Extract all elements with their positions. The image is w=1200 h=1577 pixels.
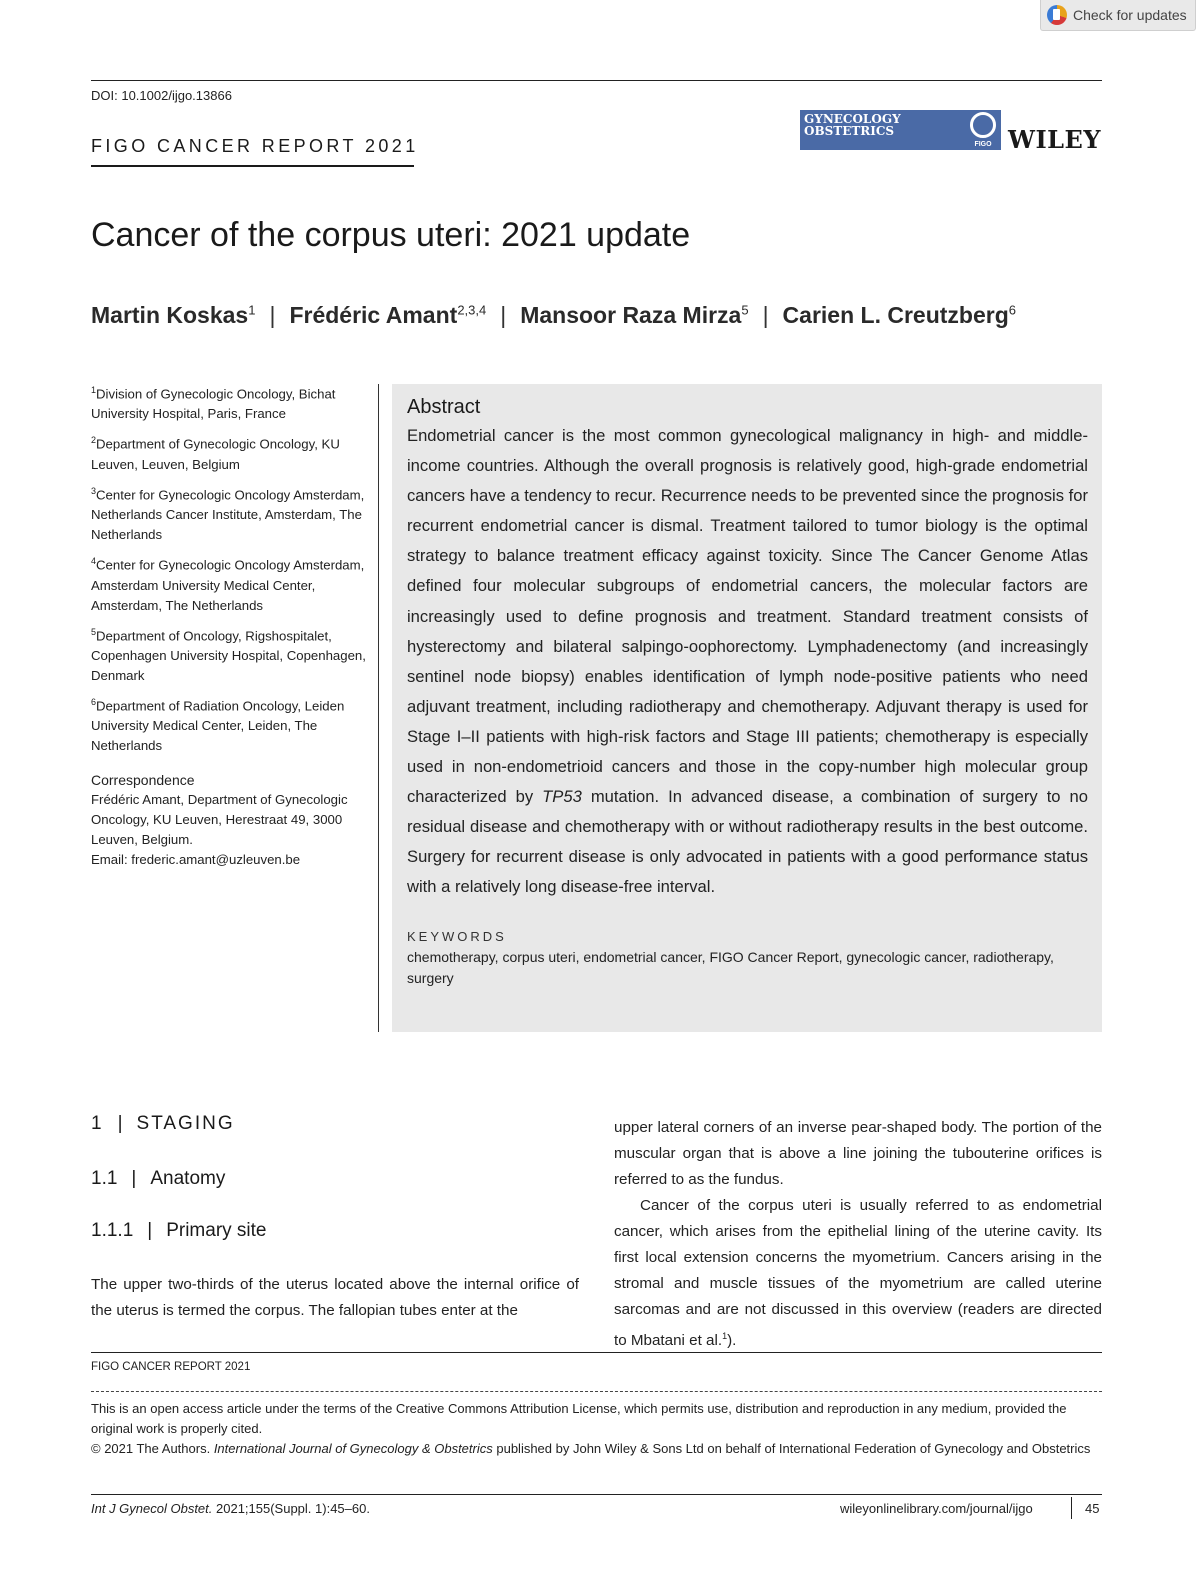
body-paragraph: upper lateral corners of an inverse pear-shaped body. The portion of the muscular organ that is above a line joining the tubouterine orifices is referred to as the fundus.	[614, 1119, 1102, 1188]
affiliation-item	[91, 430, 369, 474]
author-separator: |	[500, 302, 507, 328]
journal-logo-line2: OBSTETRICS	[804, 124, 895, 138]
section-heading-primary-site	[91, 1220, 267, 1242]
abstract-box	[392, 384, 1102, 1032]
author-name[interactable]: Martin Koskas	[91, 302, 249, 328]
crossmark-icon	[1047, 5, 1067, 25]
section-title: Anatomy	[150, 1168, 226, 1189]
author-affiliation-ref: 1	[248, 302, 256, 318]
keywords-heading: KEYWORDS	[407, 928, 507, 944]
affiliation-item	[91, 481, 369, 545]
top-rule	[91, 80, 1102, 81]
report-title: FIGO CANCER REPORT 2021	[91, 136, 419, 156]
footer-dashed-rule	[91, 1391, 1102, 1392]
section-title: Primary site	[166, 1220, 267, 1241]
section-number: 1.1	[91, 1168, 118, 1189]
page-number-separator	[1071, 1497, 1072, 1519]
abstract-text-part: Endometrial cancer is the most common gynecological malignancy in high- and middle-income countries. Although the overall prognosis is relatively good, high-grade endometrial cancers have a tendency to recur. Recurrence needs to be prevented since the prognosis for recurrent endometrial cancer is dismal. Treatment tailored to tumor biology is the optimal strategy to balance treatment efficacy against toxicity. Since The Cancer Genome Atlas defined four molecular subgroups of endometrial cancers, the molecular factors are increasingly used to define prognosis and treatment. Standard treatment consists of hysterectomy and bilateral salpingo-oophorectomy. Lymphadenectomy (and increasingly sentinel node biopsy) enables identification of lymph node-positive patients who need adjuvant treatment, including radiotherapy and chemotherapy. Adjuvant therapy is used for Stage I–II patients with high-risk factors and Stage III patients; chemotherapy is especially used in non-endometrioid cancers and those in the copy-number high molecular group characterized by	[407, 426, 1088, 807]
body-paragraph-left: The upper two-thirds of the uterus located above the internal orifice of the uterus is termed the corpus. The fallopian tubes enter at the	[91, 1276, 579, 1319]
copyright-statement	[91, 1439, 1102, 1459]
correspondence-heading: Correspondence	[91, 772, 195, 789]
author-separator: |	[269, 302, 276, 328]
figo-logo-label: FIGO	[974, 141, 992, 148]
author-affiliation-ref: 2,3,4	[457, 302, 487, 318]
affiliation-item	[91, 622, 369, 686]
section-number: 1.1.1	[91, 1220, 134, 1241]
gene-name: TP53	[542, 787, 582, 807]
author-list	[91, 302, 1016, 329]
abstract-heading: Abstract	[407, 396, 481, 418]
citation-details: 2021;155(Suppl. 1):45–60.	[212, 1501, 370, 1516]
affiliation-item	[91, 380, 369, 424]
journal-logo-line1: GYNECOLOGY	[804, 112, 901, 126]
abstract-text	[407, 421, 1088, 903]
reference-link[interactable]: 1	[722, 1331, 728, 1341]
body-paragraph-text: Cancer of the corpus uteri is usually referred to as endometrial cancer, which arises from the epithelial lining of the uterine cavity. Its first local extension concerns the myometrium. Cancers arising in the stromal and muscle tissues of the myometrium are called uterine sarcomas and are not discussed in this overview (readers are directed to Mbatani et al.	[614, 1197, 1102, 1350]
section-separator: |	[117, 1113, 123, 1134]
figo-logo	[965, 110, 1001, 150]
author-name[interactable]: Carien L. Creutzberg	[782, 302, 1009, 328]
affiliation-number: 5	[91, 626, 97, 637]
check-for-updates-button[interactable]	[1040, 0, 1196, 31]
copyright-suffix: published by John Wiley & Sons Ltd on behalf of International Federation of Gynecology and Obstetrics	[492, 1441, 1091, 1456]
affiliation-item	[91, 551, 369, 615]
correspondence-address: Frédéric Amant, Department of Gynecologic Oncology, KU Leuven, Herestraat 49, 3000 Leuven, Belgium.	[91, 792, 348, 848]
affiliation-number: 2	[91, 435, 97, 446]
affiliations	[91, 380, 369, 870]
body-paragraph-end: ).	[727, 1332, 737, 1350]
column-divider	[378, 384, 379, 1032]
author-separator: |	[762, 302, 769, 328]
keywords-list: chemotherapy, corpus uteri, endometrial cancer, FIGO Cancer Report, gynecologic cancer, radiotherapy, surgery	[407, 948, 1054, 986]
affiliation-number: 4	[91, 556, 97, 567]
affiliation-text: Department of Gynecologic Oncology, KU Leuven, Leuven, Belgium	[91, 436, 340, 472]
section-heading-staging	[91, 1113, 235, 1135]
affiliation-text: Department of Radiation Oncology, Leiden University Medical Center, Leiden, The Netherlands	[91, 698, 345, 754]
check-for-updates-label: Check for updates	[1073, 7, 1187, 23]
author-affiliation-ref: 5	[741, 302, 749, 318]
doi[interactable]: DOI: 10.1002/ijgo.13866	[91, 88, 232, 103]
footer-rule	[91, 1352, 1102, 1353]
section-separator: |	[147, 1220, 153, 1241]
publisher-logo: WILEY	[1008, 125, 1101, 154]
journal-name: International Journal of Gynecology & Obstetrics	[213, 1441, 493, 1456]
affiliation-number: 6	[91, 696, 97, 707]
page-number: 45	[1085, 1501, 1100, 1516]
affiliation-text: Center for Gynecologic Oncology Amsterdam, Amsterdam University Medical Center, Amsterdam, The Netherlands	[91, 557, 365, 613]
section-number: 1	[91, 1113, 104, 1134]
citation-journal: Int J Gynecol Obstet.	[91, 1501, 213, 1516]
author-name[interactable]: Mansoor Raza Mirza	[520, 302, 742, 328]
footer-label: FIGO CANCER REPORT 2021	[91, 1361, 251, 1373]
affiliation-text: Division of Gynecologic Oncology, Bichat University Hospital, Paris, France	[91, 386, 336, 422]
footer-bottom-rule	[91, 1494, 1102, 1495]
body-paragraph	[614, 1193, 1102, 1354]
report-title-underline	[91, 165, 414, 167]
correspondence-email[interactable]: Email: frederic.amant@uzleuven.be	[91, 852, 301, 868]
article-title: Cancer of the corpus uteri: 2021 update	[91, 216, 691, 254]
figo-emblem-icon	[970, 112, 996, 138]
author-name[interactable]: Frédéric Amant	[289, 302, 458, 328]
journal-website-link[interactable]: wileyonlinelibrary.com/journal/ijgo	[840, 1501, 1033, 1516]
section-title: STAGING	[136, 1113, 235, 1134]
affiliation-text: Center for Gynecologic Oncology Amsterdam, Netherlands Cancer Institute, Amsterdam, The Netherlands	[91, 487, 365, 543]
section-separator: |	[131, 1168, 137, 1189]
affiliation-number: 3	[91, 485, 97, 496]
author-affiliation-ref: 6	[1008, 302, 1016, 318]
copyright-prefix: © 2021 The Authors.	[91, 1441, 214, 1456]
abstract-text-part: mutation. In advanced disease, a combination of surgery to no residual disease and chemotherapy with or without radiotherapy results in the best outcome. Surgery for recurrent disease is only advocated in patients with a good performance status with a relatively long disease-free interval.	[407, 787, 1089, 897]
affiliation-item	[91, 692, 369, 756]
license-text	[91, 1399, 1102, 1459]
affiliation-number: 1	[91, 385, 97, 395]
affiliation-text: Department of Oncology, Rigshospitalet, Copenhagen University Hospital, Copenhagen, Denmark	[91, 627, 366, 683]
body-column-right	[614, 1115, 1102, 1354]
section-heading-anatomy	[91, 1168, 225, 1190]
license-statement: This is an open access article under the terms of the Creative Commons Attribution License, which permits use, distribution and reproduction in any medium, provided the original work is properly cited.	[91, 1401, 1067, 1436]
citation	[91, 1501, 370, 1516]
